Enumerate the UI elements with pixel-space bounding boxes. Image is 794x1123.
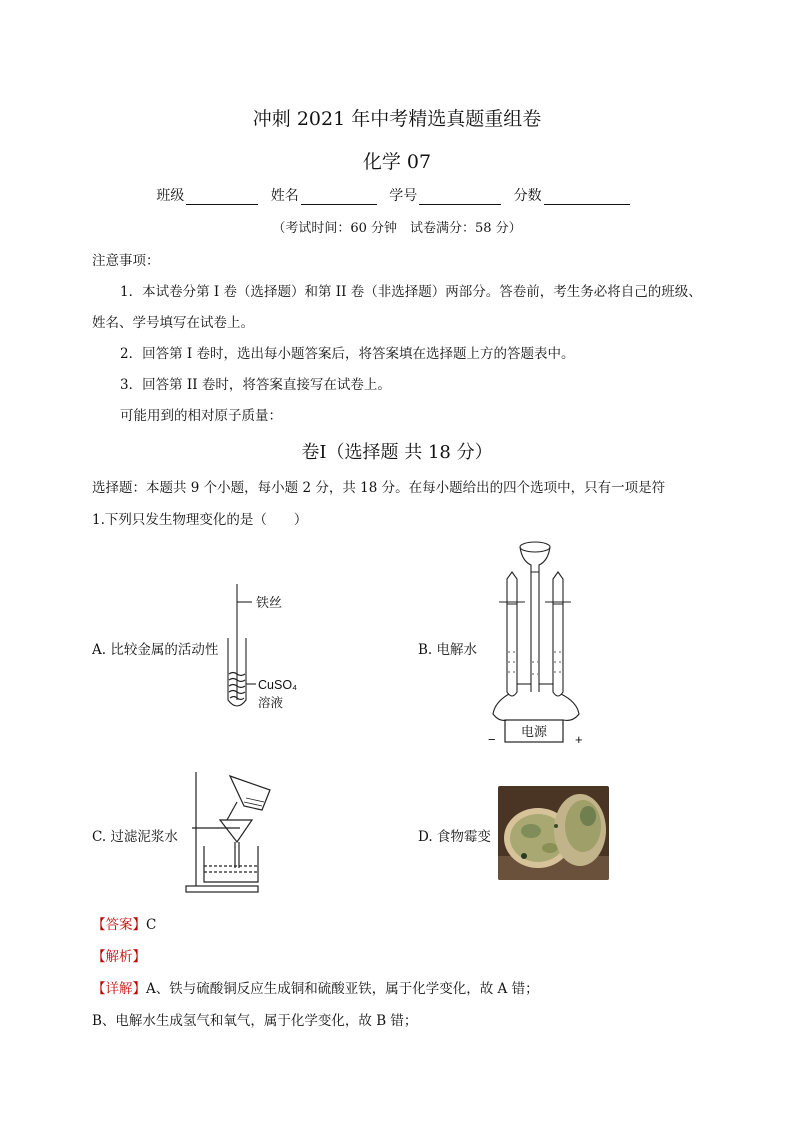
section-title: 卷Ⅰ（选择题 共 18 分）: [301, 442, 493, 463]
moldy-bread-photo: [498, 786, 609, 880]
page-subtitle: 化学 07: [362, 151, 432, 173]
funnel: [220, 820, 252, 842]
electrolysis-figure: [485, 534, 600, 749]
detail-line-a: [92, 977, 539, 997]
note-item-2: 2．回答第 I 卷时，选出每小题答案后，将答案填在选择题上方的答题表中。: [120, 346, 575, 362]
page-title: 冲刺 2021 年中考精选真题重组卷: [252, 108, 542, 130]
solution-label: 溶液: [258, 696, 284, 710]
score-label: 分数: [513, 188, 542, 204]
reservoir-top: [520, 542, 550, 552]
moldy-bread-image: [498, 786, 609, 880]
score-blank: [544, 191, 630, 205]
option-c-label: C. 过滤泥浆水: [92, 829, 178, 845]
option-a-label: A. 比较金属的活动性: [92, 642, 219, 658]
option-b-label: B. 电解水: [418, 642, 478, 658]
class-label: 班级: [156, 188, 185, 204]
stand-base: [186, 886, 258, 892]
test-tube-figure: [200, 576, 320, 716]
question-stem: 1.下列只发生物理变化的是（ ）: [92, 512, 308, 528]
answer-value: C: [146, 917, 157, 933]
filtration-figure: [182, 770, 277, 895]
note-item-1: 1．本试卷分第 I 卷（选择题）和第 II 卷（非选择题）两部分。答卷前，考生务必将自己的班级、: [120, 284, 702, 300]
left-tube: [507, 604, 517, 696]
name-label: 姓名: [270, 188, 299, 204]
minus-sign: −: [488, 732, 496, 747]
name-blank: [301, 191, 377, 205]
atomic-mass-note: 可能用到的相对原子质量：: [120, 408, 282, 424]
answer-line: [92, 913, 156, 933]
detail-line-b: B、电解水生成氢气和氧气，属于化学变化，故 B 错；: [92, 1013, 418, 1029]
analysis-label: 【解析】: [92, 949, 146, 965]
iron-wire-label: 铁丝: [256, 595, 283, 610]
class-blank: [186, 191, 258, 205]
exam-info: （考试时间：60 分钟 试卷满分：58 分）: [272, 221, 522, 236]
power-label: 电源: [520, 724, 548, 739]
id-label: 学号: [389, 188, 418, 204]
glass-rod: [227, 802, 237, 820]
detail-a-text: A、铁与硫酸铜反应生成铜和硫酸亚铁，属于化学变化，故 A 错；: [146, 981, 539, 997]
left-wire: [493, 694, 509, 720]
right-wire: [561, 694, 579, 720]
cuso4-label: CuSO₄: [258, 678, 298, 692]
answer-label: 【答案】: [92, 917, 146, 933]
note-item-3: 3．回答第 II 卷时，将答案直接写在试卷上。: [120, 377, 391, 393]
instructions: 选择题：本题共 9 个小题，每小题 2 分，共 18 分。在每小题给出的四个选项中，只有一项是符: [92, 480, 666, 496]
note-item-1-cont: 姓名、学号填写在试卷上。: [92, 315, 254, 331]
option-d-label: D. 食物霉变: [418, 829, 491, 845]
id-blank: [419, 191, 501, 205]
notes-heading: 注意事项：: [92, 253, 160, 269]
plus-sign: +: [575, 732, 583, 747]
detail-label: 【详解】: [92, 981, 146, 997]
student-info-line: [0, 185, 794, 205]
receiving-beaker: [204, 846, 258, 882]
right-tube: [553, 604, 563, 696]
